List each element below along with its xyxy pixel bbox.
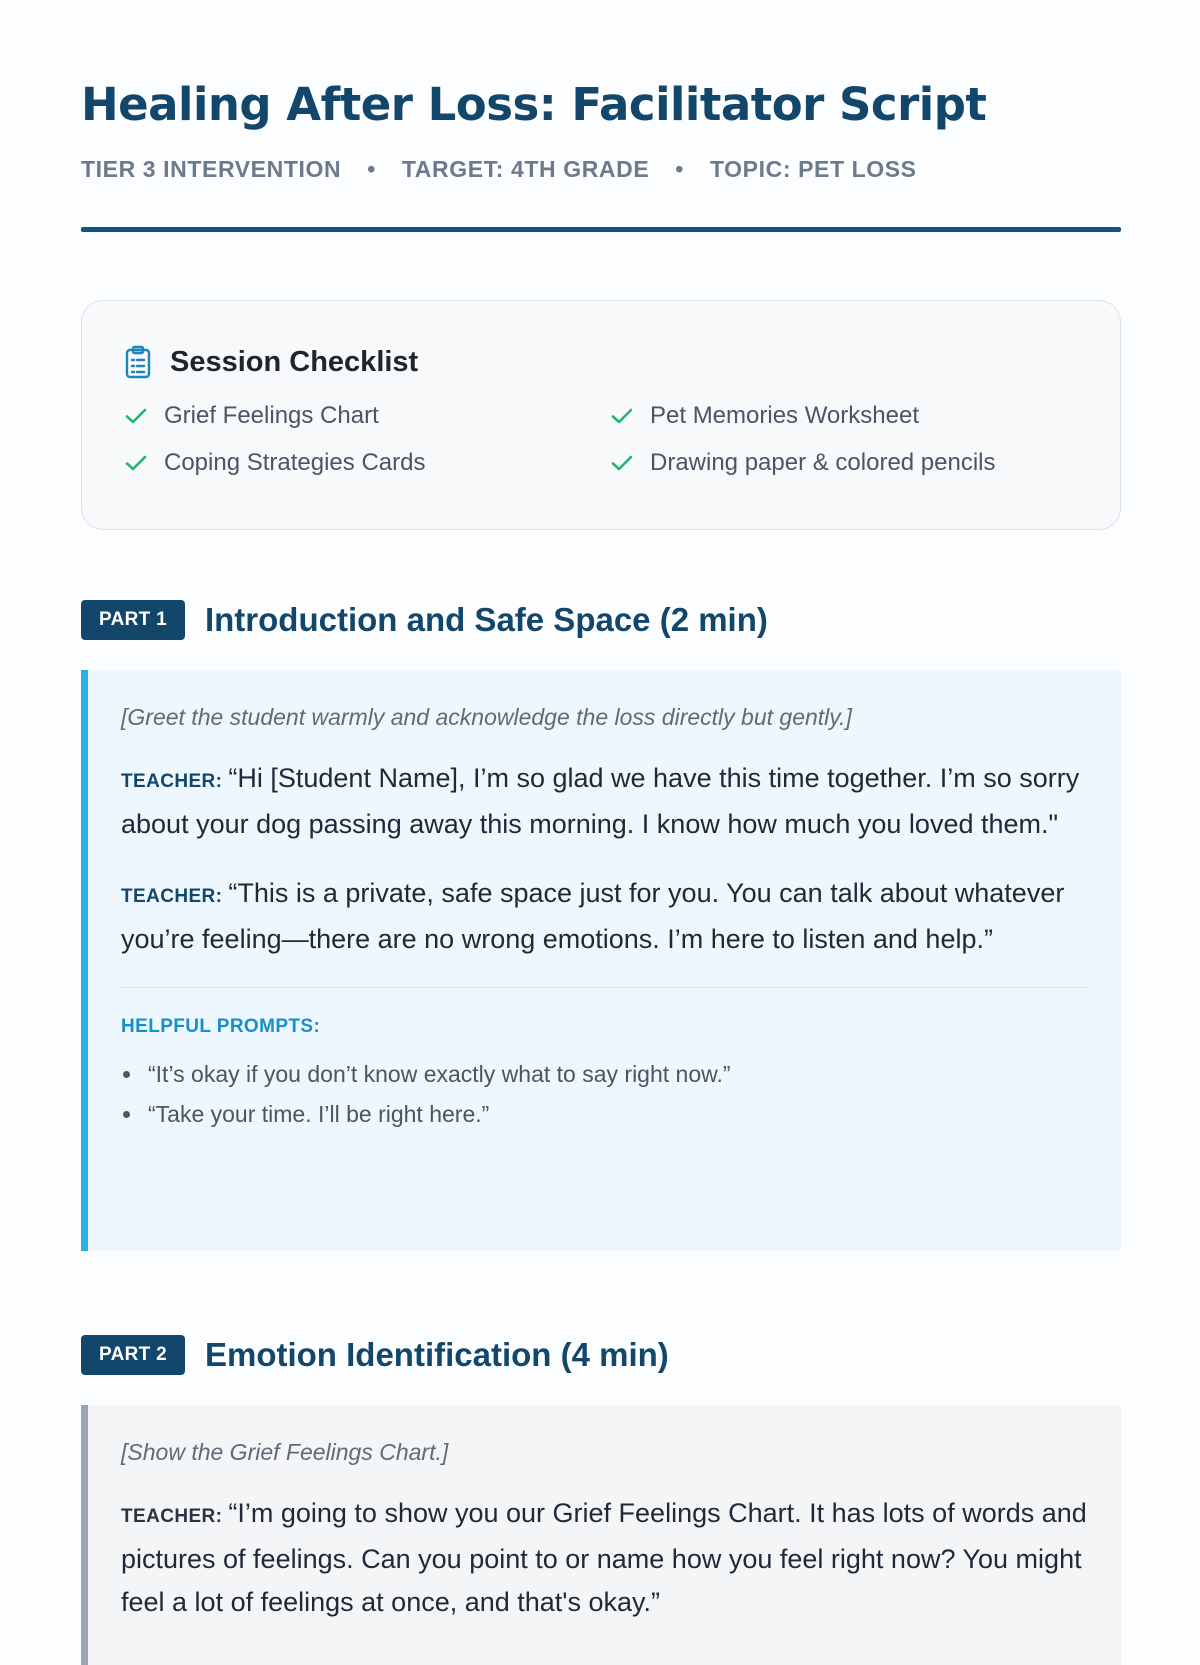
check-icon (610, 404, 634, 428)
checklist-item (610, 402, 919, 430)
checklist-header (124, 345, 418, 379)
teacher-line-text: “This is a private, safe space just for you. You can talk about whatever you’re feeling—there are no wrong emotions. I’m here to listen and help.” (121, 878, 1065, 954)
part-2-script (81, 1405, 1121, 1665)
helpful-prompts-label: HELPFUL PROMPTS: (121, 1016, 321, 1037)
check-icon (124, 451, 148, 475)
part-2-header (81, 1335, 669, 1375)
page-title: Healing After Loss: Facilitator Script (81, 78, 987, 131)
header-divider (81, 227, 1121, 232)
helpful-prompts-list (121, 1054, 1087, 1134)
teacher-line-text: “I’m going to show you our Grief Feelings Chart. It has lots of words and pictures of feelings. Can you point to or name how you feel right now? You might feel a lot of feelings at once, and that's okay.” (121, 1498, 1087, 1617)
check-icon (124, 404, 148, 428)
meta-tier: TIER 3 INTERVENTION (81, 156, 342, 182)
checklist-item (610, 449, 996, 477)
checklist-item-label: Pet Memories Worksheet (650, 402, 919, 429)
checklist-item-label: Coping Strategies Cards (164, 449, 426, 476)
meta-separator: • (675, 156, 684, 182)
prompt-item: “It’s okay if you don’t know exactly what to say right now.” (121, 1054, 1087, 1094)
meta-topic: TOPIC: PET LOSS (709, 156, 917, 182)
speaker-label: TEACHER: (121, 771, 223, 792)
teacher-line (121, 1492, 1087, 1624)
prompt-item: “Take your time. I’ll be right here.” (121, 1094, 1087, 1134)
part-1-script (81, 670, 1121, 1251)
teacher-line-text: “Hi [Student Name], I’m so glad we have this time together. I’m so sorry about your dog passing away this morning. I know how much you loved them." (121, 763, 1080, 839)
teacher-line (121, 872, 1087, 961)
section-divider (121, 987, 1087, 988)
speaker-label: TEACHER: (121, 1506, 223, 1527)
checklist-item-label: Drawing paper & colored pencils (650, 449, 996, 476)
speaker-label: TEACHER: (121, 886, 223, 907)
part-badge: PART 2 (81, 1335, 185, 1375)
checklist-item (124, 402, 379, 430)
part-badge: PART 1 (81, 600, 185, 640)
stage-direction: [Show the Grief Feelings Chart.] (121, 1439, 449, 1465)
part-1-header (81, 600, 768, 640)
part-title: Emotion Identification (4 min) (204, 1336, 669, 1373)
meta-target: TARGET: 4TH GRADE (401, 156, 650, 182)
check-icon (610, 451, 634, 475)
checklist-title: Session Checklist (170, 345, 419, 378)
checklist-item (124, 449, 425, 477)
header-meta (81, 156, 917, 183)
part-title: Introduction and Safe Space (2 min) (204, 601, 768, 638)
meta-separator: • (367, 156, 376, 182)
clipboard-icon (124, 345, 152, 379)
teacher-line (121, 757, 1087, 846)
stage-direction: [Greet the student warmly and acknowledge the loss directly but gently.] (121, 704, 852, 730)
session-checklist (81, 300, 1121, 530)
checklist-item-label: Grief Feelings Chart (164, 402, 379, 429)
